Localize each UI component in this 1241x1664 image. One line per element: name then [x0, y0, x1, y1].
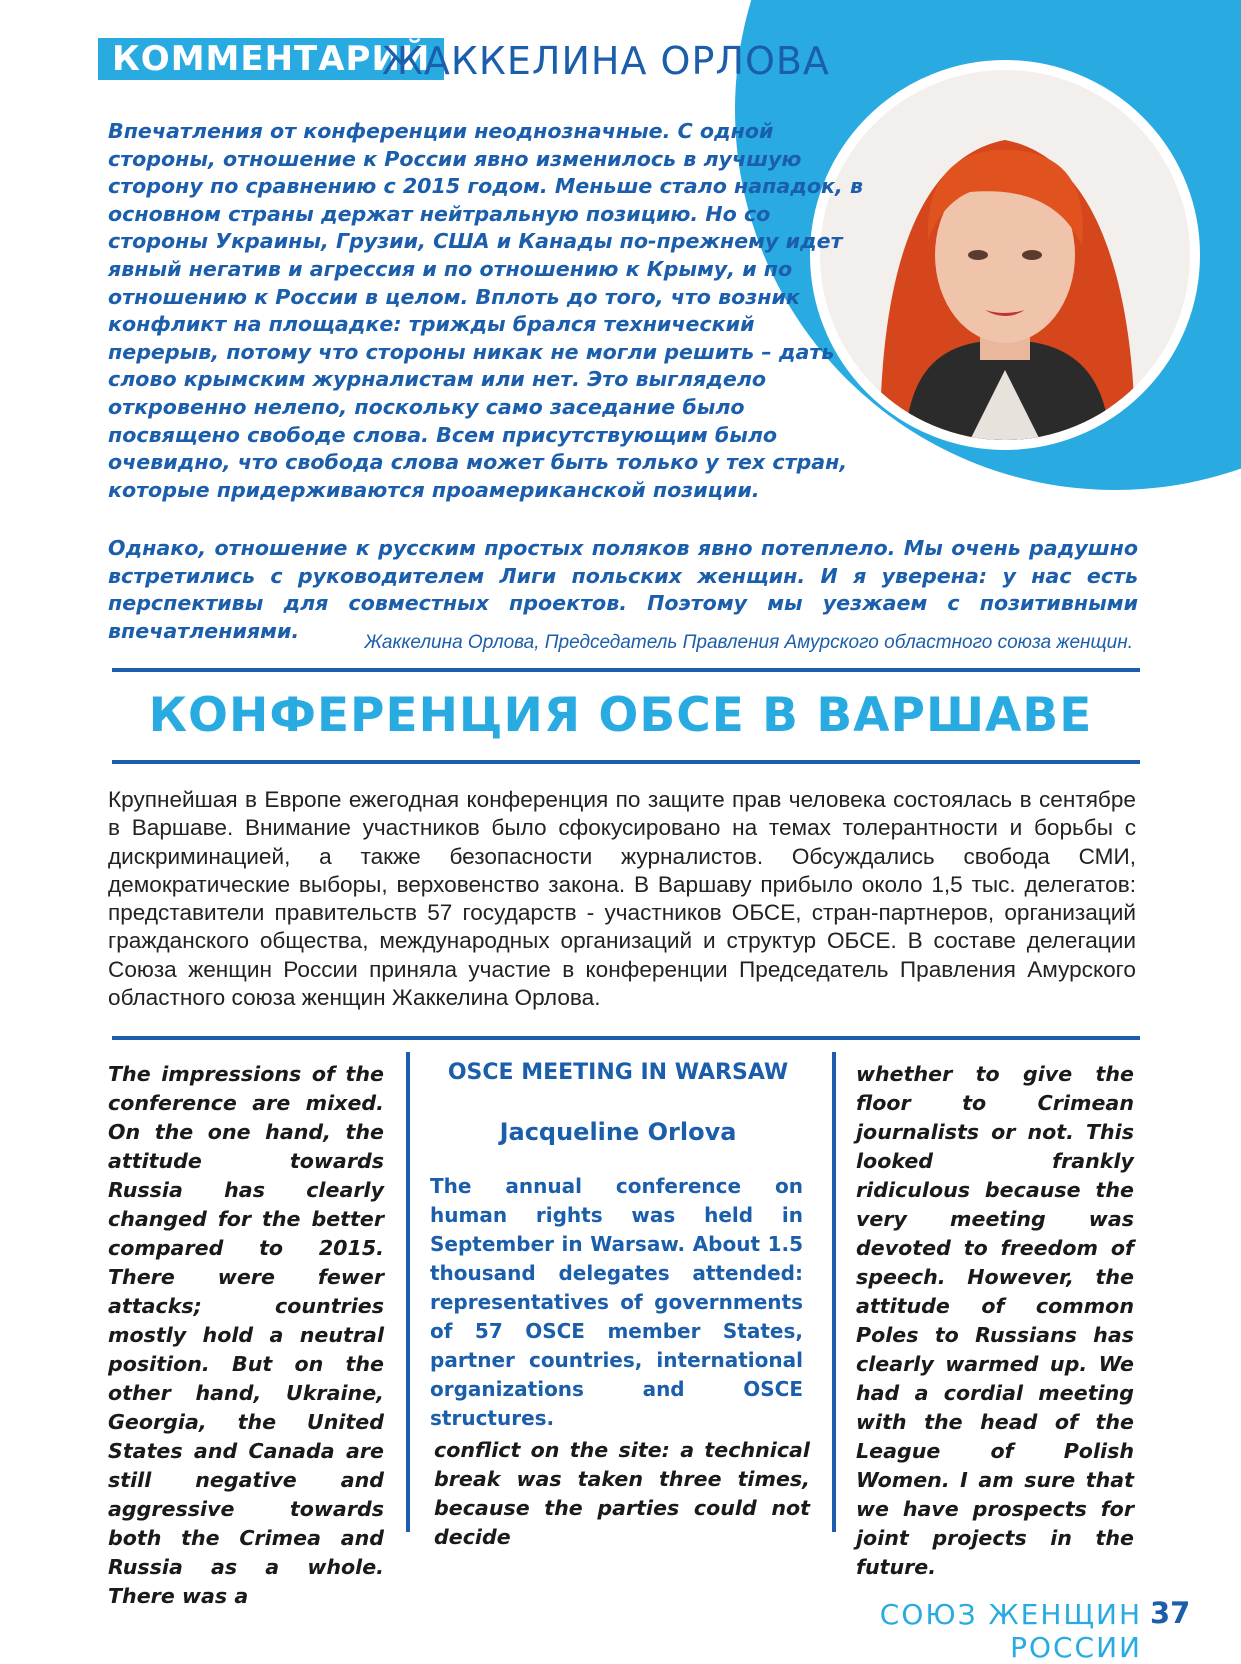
article-headline: КОНФЕРЕНЦИЯ ОБСЕ В ВАРШАВЕ: [148, 688, 1093, 743]
page-number: 37: [1150, 1596, 1191, 1630]
english-column-2: conflict on the site: a technical break was taken three times, because the parties could not decide: [434, 1438, 810, 1549]
footer-magazine-name: СОЮЗ ЖЕНЩИН РОССИИ: [879, 1598, 1142, 1664]
author-portrait: [810, 60, 1200, 450]
english-lead: The annual conference on human rights was held in September in Warsaw. About 1.5 thousand delegates attended: representatives of governments of 57 OSCE member States, partner countries, international organizations and OSCE structures.: [430, 1174, 803, 1430]
comment-paragraph-1: Впечатления от конференции неоднозначные. С одной стороны, отношение к России явно изменилось в лучшую сторону по сравнению с 2015 годом. Меньше стало нападок, в основном страны держат нейтральную позицию. Но со стороны Украины, Грузии, США и Канады по-прежнему идет явный негатив и агрессия и по отношению к Крыму, и по отношению к России в целом. Вплоть до того, что возник конфликт на площадке: трижды брался технический перерыв, потому что стороны никак не могли решить – дать слово крымским журналистам или нет. Это выглядело откровенно нелепо, поскольку само заседание было посвящено свободе слова. Всем присутствующим было очевидно, что свобода слова может быть только у тех стран, которые придерживаются проамериканской позиции.: [108, 119, 864, 502]
divider-columns: [112, 1036, 1140, 1040]
column-divider-right: [832, 1052, 836, 1532]
comment-signature: Жаккелина Орлова, Председатель Правления Амурского областного союза женщин.: [364, 632, 1133, 653]
comment-paragraph-2: Однако, отношение к русским простых поляков явно потеплело. Мы очень радушно встретились с руководителем Лиги польских женщин. И я уверена: у нас есть перспективы для совместных проектов. Поэтому мы уезжаем с позитивными впечатлениями.: [108, 536, 1138, 643]
portrait-illustration: [820, 70, 1190, 440]
english-column-3: whether to give the floor to Crimean journalists or not. This looked frankly ridiculous because the very meeting was devoted to freedom of speech. However, the attitude of common Poles to Russians has clearly warmed up. We had a cordial meeting with the head of the League of Polish Women. I am sure that we have prospects for joint projects in the future.: [856, 1062, 1134, 1579]
comment-kicker: КОММЕНТАРИЙ: [98, 38, 444, 80]
english-title: OSCE MEETING IN WARSAW: [447, 1060, 789, 1085]
english-author: Jacqueline Orlova: [499, 1118, 737, 1146]
divider-top: [112, 668, 1140, 672]
divider-headline: [112, 760, 1140, 764]
english-column-1: The impressions of the conference are mixed. On the one hand, the attitude towards Russia has clearly changed for the better compared to 2015. There were fewer attacks; countries mostly hold a neutral position. But on the other hand, Ukraine, Georgia, the United States and Canada are still negative and aggressive towards both the Crimea and Russia as a whole. There was a: [108, 1062, 384, 1608]
article-lead: Крупнейшая в Европе ежегодная конференция по защите прав человека состоялась в сентябре в Варшаве. Внимание участников было сфокусировано на темах толерантности и борьбы с дискриминацией, а также безопасности журналистов. Обсуждались свобода СМИ, демократические выборы, верховенство закона. В Варшаву прибыло около 1,5 тыс. делегатов: представители правительств 57 государств - участников ОБСЕ, стран-партнеров, организаций гражданского общества, международных организаций и структур ОБСЕ. В составе делегации Союза женщин России приняла участие в конференции Председатель Правления Амурского областного союза женщин Жаккелина Орлова.: [108, 787, 1136, 1011]
comment-author-name: ЖАККЕЛИНА ОРЛОВА: [382, 39, 830, 83]
